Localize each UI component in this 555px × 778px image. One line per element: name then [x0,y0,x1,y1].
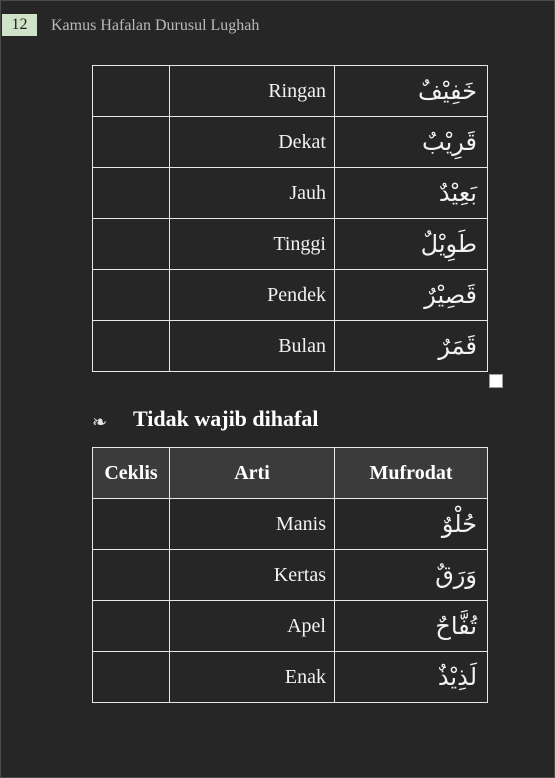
checkbox-cell[interactable] [93,117,170,168]
table-row [93,601,488,652]
meaning-cell: Ringan [170,66,335,117]
table-row [93,321,488,372]
checkbox-cell[interactable] [93,499,170,550]
table-row [93,499,488,550]
page-number: 12 [2,14,37,36]
arabic-word-cell: لَذِيْذٌ [335,652,488,703]
checkbox-cell[interactable] [93,652,170,703]
vocabulary-table-required [92,65,488,372]
table-row [93,652,488,703]
meaning-cell: Jauh [170,168,335,219]
column-header-arti: Arti [170,448,335,499]
meaning-cell: Manis [170,499,335,550]
column-header-mufrodat: Mufrodat [335,448,488,499]
meaning-cell: Apel [170,601,335,652]
checkbox-cell[interactable] [93,601,170,652]
arabic-word-cell: حُلْوٌ [335,499,488,550]
meaning-cell: Tinggi [170,219,335,270]
arabic-word-cell: قَمَرٌ [335,321,488,372]
checkbox-cell[interactable] [93,321,170,372]
arabic-word-cell: قَصِيْرٌ [335,270,488,321]
vocabulary-table-optional [92,447,488,703]
arabic-word-cell: قَرِيْبٌ [335,117,488,168]
checkbox-cell[interactable] [93,270,170,321]
table-row [93,270,488,321]
table-row [93,117,488,168]
link-icon: ❧ [92,412,108,433]
table-row [93,550,488,601]
arabic-word-cell: تُفَّاحٌ [335,601,488,652]
checkbox-cell[interactable] [93,550,170,601]
table-row [93,219,488,270]
arabic-word-cell: بَعِيْدٌ [335,168,488,219]
checkbox-cell[interactable] [93,168,170,219]
table-row [93,66,488,117]
running-title: Kamus Hafalan Durusul Lughah [51,17,260,34]
section-title: Tidak wajib dihafal [133,406,319,431]
arabic-word-cell: خَفِيْفٌ [335,66,488,117]
arabic-word-cell: وَرَقٌ [335,550,488,601]
anchor-handle[interactable] [489,374,503,388]
checkbox-cell[interactable] [93,219,170,270]
meaning-cell: Pendek [170,270,335,321]
page-header [0,14,555,38]
meaning-cell: Dekat [170,117,335,168]
arabic-word-cell: طَوِيْلٌ [335,219,488,270]
table-row [93,168,488,219]
table-header-row [93,448,488,499]
meaning-cell: Bulan [170,321,335,372]
meaning-cell: Enak [170,652,335,703]
meaning-cell: Kertas [170,550,335,601]
column-header-ceklis: Ceklis [93,448,170,499]
checkbox-cell[interactable] [93,66,170,117]
